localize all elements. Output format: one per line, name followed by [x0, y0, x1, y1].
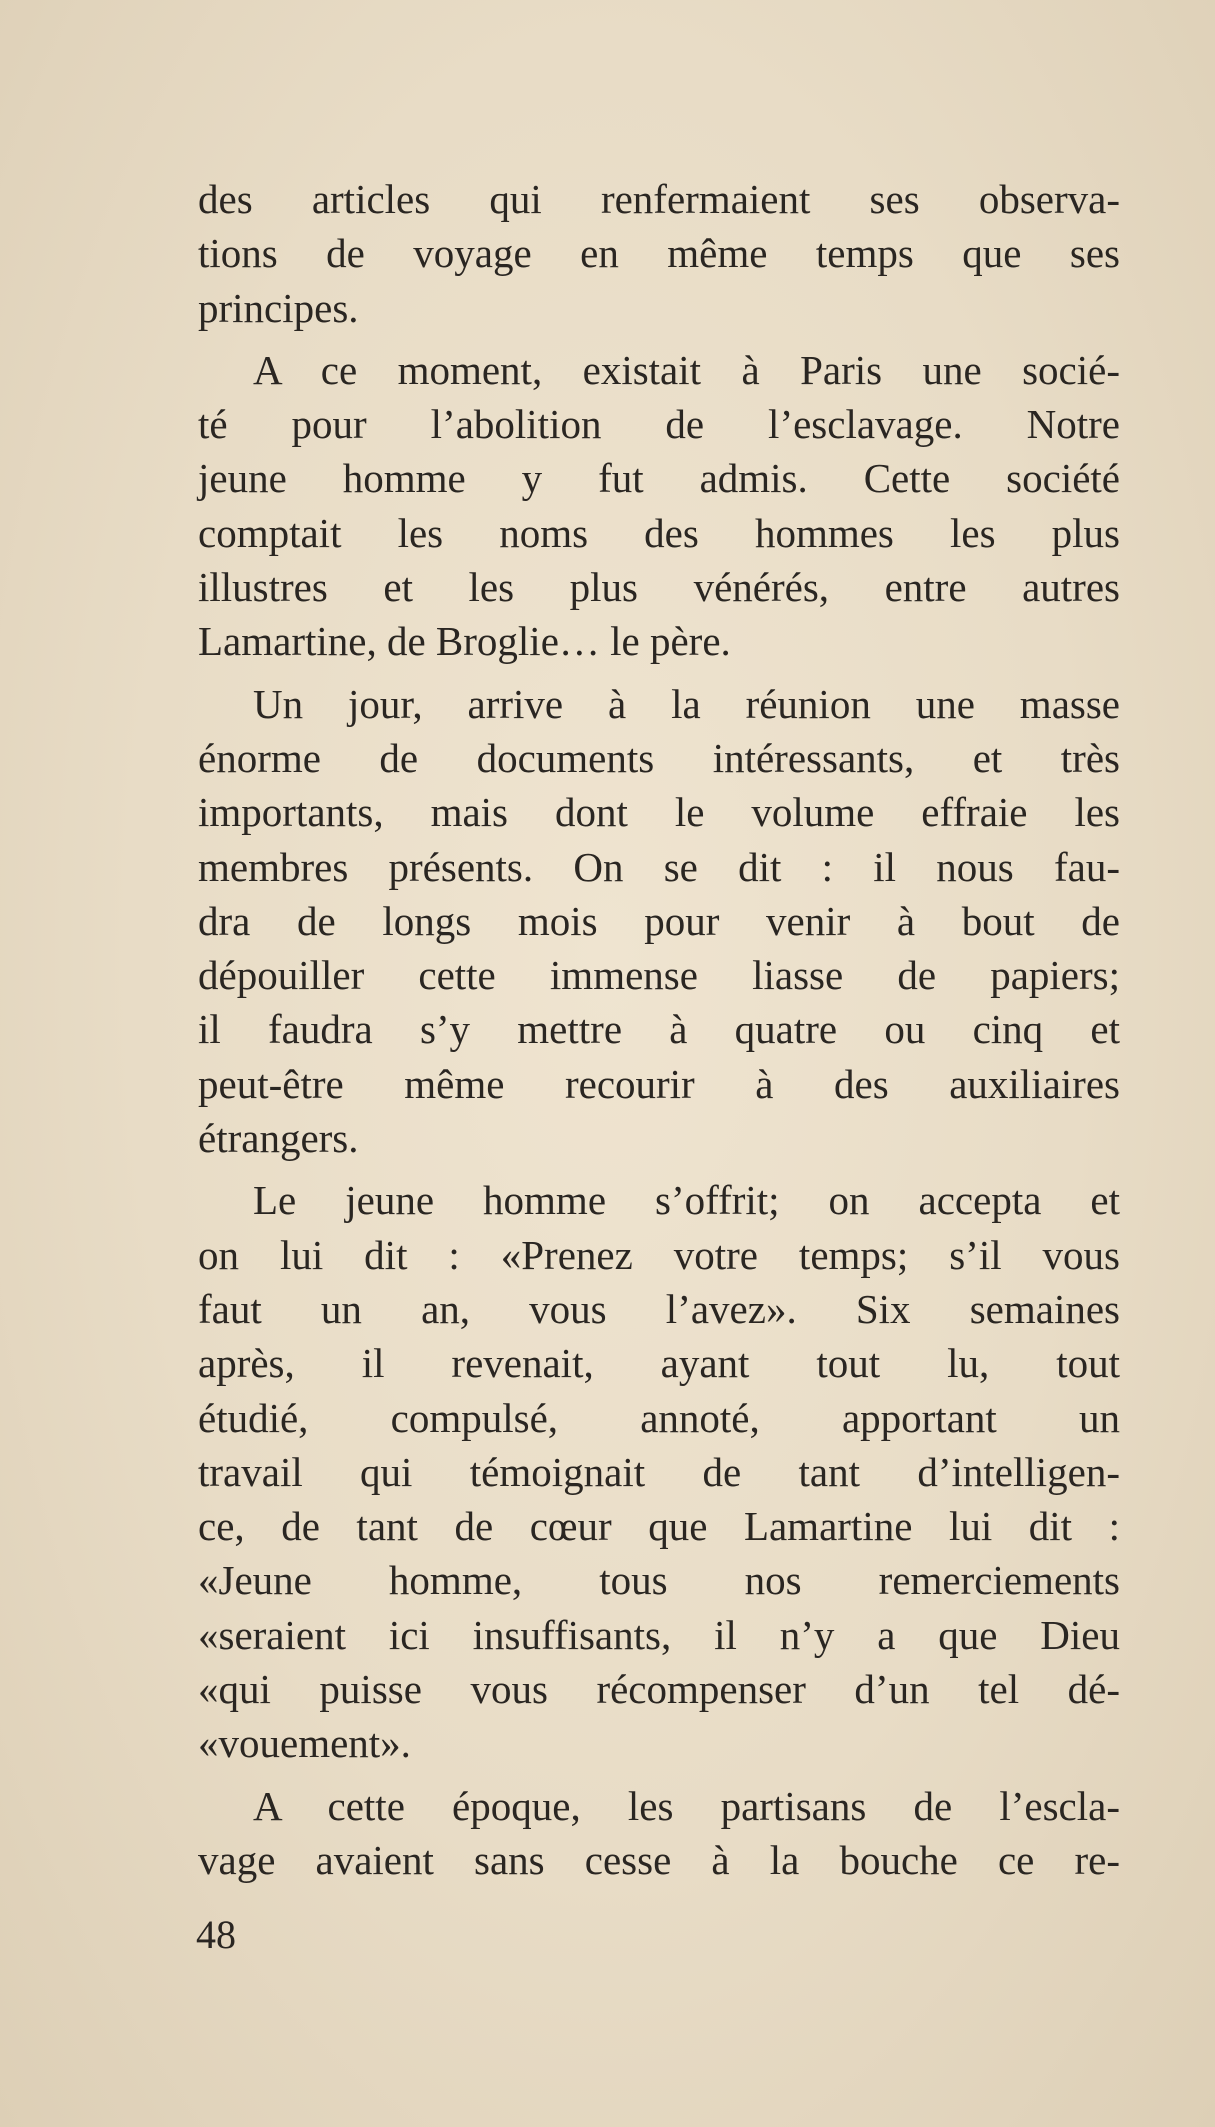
paragraph-gap	[198, 1165, 1120, 1173]
paragraph	[198, 343, 1120, 669]
text-line: vage avaient sans cesse à la bouche ce re-	[198, 1836, 1120, 1883]
paragraph	[198, 172, 1120, 335]
text-line: jeune homme y fut admis. Cette société	[198, 455, 1120, 502]
text-line: membres présents. On se dit : il nous fau-	[198, 843, 1120, 890]
text-line: énorme de documents intéressants, et très	[198, 734, 1120, 781]
text-line: «vouement».	[198, 1720, 411, 1767]
text-line: après, il revenait, ayant tout lu, tout	[198, 1340, 1120, 1387]
text-line: illustres et les plus vénérés, entre autres	[198, 564, 1120, 611]
text-line: dépouiller cette immense liasse de papiers;	[198, 952, 1120, 999]
text-line: comptait les noms des hommes les plus	[198, 509, 1120, 556]
text-line: dra de longs mois pour venir à bout de	[198, 897, 1120, 944]
text-line: faut un an, vous l’avez». Six semaines	[198, 1285, 1120, 1332]
text-line: importants, mais dont le volume effraie les	[198, 789, 1120, 836]
body-text	[198, 172, 1120, 1887]
text-line: tions de voyage en même temps que ses	[198, 230, 1120, 277]
text-line: té pour l’abolition de l’esclavage. Notre	[198, 401, 1120, 448]
text-line: travail qui témoignait de tant d’intelligen-	[198, 1448, 1120, 1495]
text-line: peut-être même recourir à des auxiliaires	[198, 1060, 1120, 1107]
paragraph	[198, 677, 1120, 1166]
text-line: A cette époque, les partisans de l’escla-	[253, 1782, 1120, 1829]
text-line: Le jeune homme s’offrit; on accepta et	[253, 1177, 1120, 1224]
text-line: A ce moment, existait à Paris une socié-	[253, 346, 1120, 393]
paragraph-gap	[198, 669, 1120, 677]
text-line: des articles qui renfermaient ses observa-	[198, 176, 1120, 222]
text-line: «seraient ici insuffisants, il n’y a que Dieu	[198, 1611, 1120, 1658]
text-line: «Jeune homme, tous nos remerciements	[198, 1557, 1120, 1604]
text-line: Un jour, arrive à la réunion une masse	[253, 680, 1120, 727]
paragraph-gap	[198, 1771, 1120, 1779]
paragraph	[198, 1779, 1120, 1888]
page-number: 48	[196, 1912, 236, 1957]
text-line: principes.	[198, 284, 359, 331]
text-line: on lui dit : «Prenez votre temps; s’il vous	[198, 1231, 1120, 1278]
text-line: «qui puisse vous récompenser d’un tel dé-	[198, 1666, 1120, 1713]
paragraph-gap	[198, 335, 1120, 343]
paragraph	[198, 1173, 1120, 1770]
text-line: ce, de tant de cœur que Lamartine lui dit :	[198, 1503, 1120, 1550]
text-line: Lamartine, de Broglie… le père.	[198, 618, 731, 665]
text-line: il faudra s’y mettre à quatre ou cinq et	[198, 1006, 1120, 1053]
text-line: étudié, compulsé, annoté, apportant un	[198, 1394, 1120, 1441]
text-line: étrangers.	[198, 1115, 359, 1162]
